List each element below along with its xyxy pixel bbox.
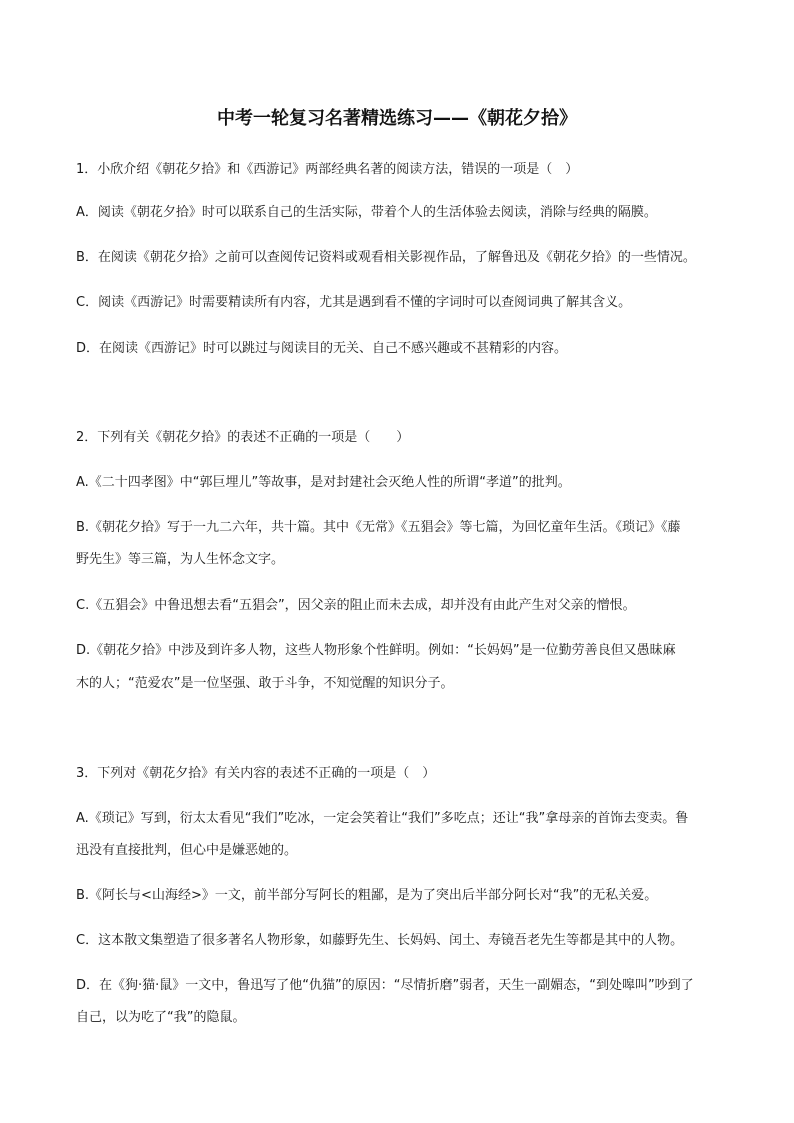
question-2-option-d-line-2: 木的人；“范爱农”是一位坚强、敢于斗争，不知觉醒的知识分子。 — [76, 676, 454, 691]
question-2-option-a: A.《二十四孝图》中“郭巨埋儿”等故事，是对封建社会灭绝人性的所谓“孝道”的批判。 — [76, 475, 571, 490]
question-3-option-d-line-2: 自己，以为吃了“我”的隐鼠。 — [76, 1010, 246, 1025]
question-3-stem: 3．下列对《朝花夕拾》有关内容的表述不正确的一项是（ ） — [76, 766, 436, 781]
page-title: 中考一轮复习名著精选练习——《朝花夕拾》 — [217, 108, 577, 129]
question-1-option-b: B．在阅读《朝花夕拾》之前可以查阅传记资料或观看相关影视作品，了解鲁迅及《朝花夕拾》的一些情况。 — [76, 250, 696, 265]
question-1-option-d: D．在阅读《西游记》时可以跳过与阅读目的无关、自己不感兴趣或不甚精彩的内容。 — [76, 341, 568, 356]
question-3-option-a-line-2: 迅没有直接批判，但心中是嫌恶她的。 — [76, 843, 298, 858]
question-2-option-b-line-2: 野先生》等三篇，为人生怀念文字。 — [76, 552, 285, 567]
question-2-option-b-line-1: B.《朝花夕拾》写于一九二六年，共十篇。其中《无常》《五猖会》等七篇，为回忆童年生活。《琐记》《藤 — [76, 520, 681, 535]
question-2-option-c: C.《五猖会》中鲁迅想去看“五猖会”，因父亲的阻止而未去成，却并没有由此产生对父亲的憎恨。 — [76, 598, 636, 613]
question-2-stem: 2．下列有关《朝花夕拾》的表述不正确的一项是（ ） — [76, 430, 410, 445]
question-3-option-b: B.《阿长与<山海经>》一文，前半部分写阿长的粗鄙，是为了突出后半部分阿长对“我”的无私关爱。 — [76, 888, 658, 903]
question-1-option-a: A．阅读《朝花夕拾》时可以联系自己的生活实际，带着个人的生活体验去阅读，消除与经典的隔膜。 — [76, 205, 657, 220]
question-3-option-c: C．这本散文集塑造了很多著名人物形象，如藤野先生、长妈妈、闰土、寿镜吾老先生等都是其中的人物。 — [76, 933, 684, 948]
question-1-option-c: C．阅读《西游记》时需要精读所有内容，尤其是遇到看不懂的字词时可以查阅词典了解其含义。 — [76, 295, 632, 310]
question-2-option-d-line-1: D.《朝花夕拾》中涉及到许多人物，这些人物形象个性鲜明。例如：“长妈妈”是一位勤劳善良但又愚昧麻 — [76, 643, 676, 658]
question-3-option-a-line-1: A.《琐记》写到，衍太太看见“我们”吃冰，一定会笑着让“我们”多吃点；还让“我”拿母亲的首饰去变卖。鲁 — [76, 811, 689, 826]
question-1-stem: 1．小欣介绍《朝花夕拾》和《西游记》两部经典名著的阅读方法，错误的一项是（ ） — [76, 162, 579, 177]
question-3-option-d-line-1: D．在《狗·猫·鼠》一文中，鲁迅写了他“仇猫”的原因：“尽情折磨”弱者，天生一副媚态，“到处嗥叫”吵到了 — [76, 978, 694, 993]
